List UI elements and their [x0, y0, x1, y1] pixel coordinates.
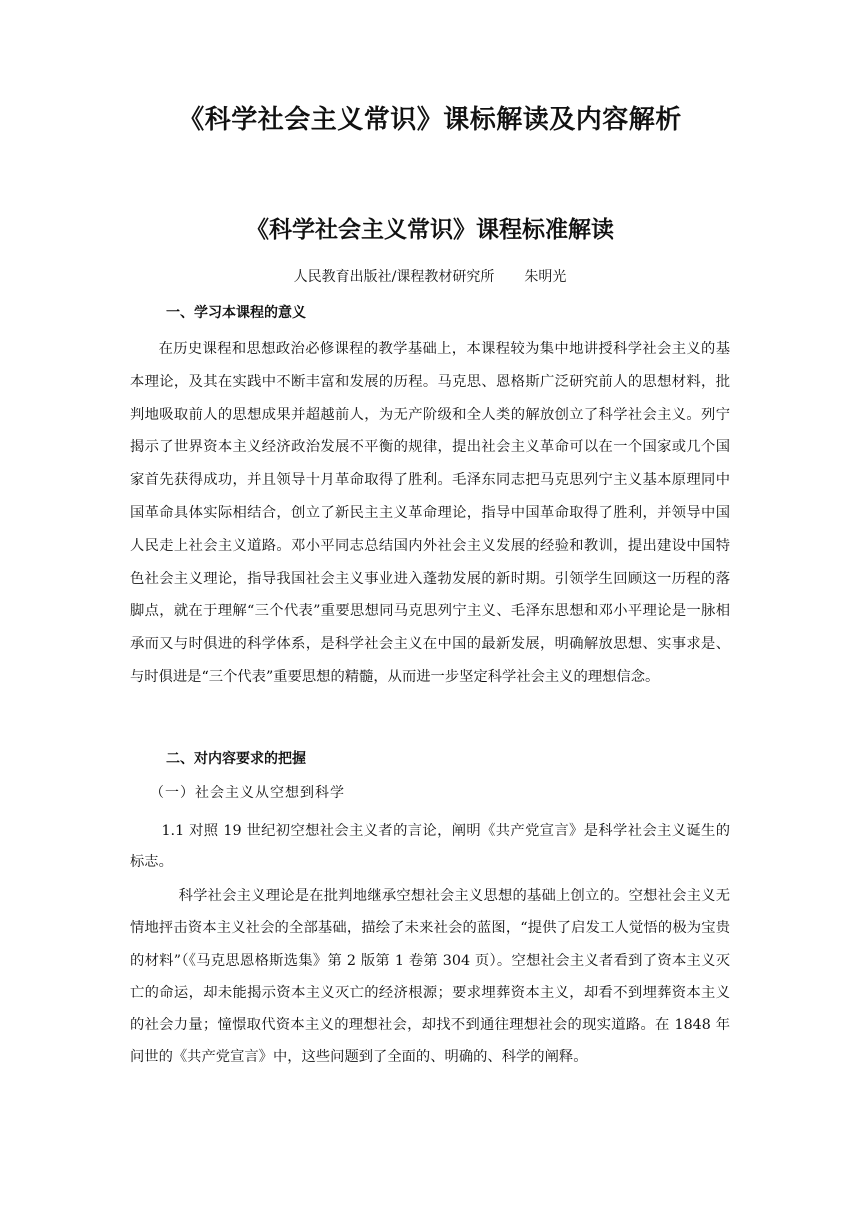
section-1-heading: 一、学习本课程的意义 — [166, 305, 306, 321]
document-main-title: 《科学社会主义常识》课标解读及内容解析 — [178, 105, 682, 135]
item-1-1-paragraph — [130, 880, 730, 1074]
byline — [0, 264, 860, 290]
section-1-paragraph-text: 在历史课程和思想政治必修课程的教学基础上，本课程较为集中地讲授科学社会主义的基本理论，及其在实践中不断丰富和发展的历程。马克思、恩格斯广泛研究前人的思想材料，批判地吸取前人的思想成果并超越前人，为无产阶级和全人类的解放创立了科学社会主义。列宁揭示了世界资本主义经济政治发展不平衡的规律，提出社会主义革命可以在一个国家或几个国家首先获得成功，并且领导十月革命取得了胜利。毛泽东同志把马克思列宁主义基本原理同中国革命具体实际相结合，创立了新民主主义革命理论，指导中国革命取得了胜利，并领导中国人民走上社会主义道路。邓小平同志总结国内外社会主义发展的经验和教训，提出建设中国特色社会主义理论，指导我国社会主义事业进入蓬勃发展的新时期。引领学生回顾这一历程的落脚点，就在于理解“三个代表”重要思想同马克思列宁主义、毛泽东思想和邓小平理论是一脉相承而又与时俱进的科学体系，是科学社会主义在中国的最新发展，明确解放思想、实事求是、与时俱进是“三个代表”重要思想的精髓，从而进一步坚定科学社会主义的理想信念。 — [130, 341, 730, 685]
byline-organization: 人民教育出版社/课程教材研究所 — [293, 269, 495, 285]
item-1-1-text: 1.1 对照 19 世纪初空想社会主义者的言论，阐明《共产党宣言》是科学社会主义诞生的标志。 — [130, 823, 730, 870]
item-1-1-paragraph-text: 科学社会主义理论是在批判地继承空想社会主义思想的基础上创立的。空想社会主义无情地抨击资本主义社会的全部基础，描绘了未来社会的蓝图，“提供了启发工人觉悟的极为宝贵的材料”（《马克思恩格斯选集》第 2 版第 1 卷第 304 页）。空想社会主义者看到了资本主义灭亡的命运，却未能揭示资本主义灭亡的经济根源；要求埋葬资本主义，却看不到埋葬资本主义的社会力量；憧憬取代资本主义的理想社会，却找不到通往理想社会的现实道路。在 1848 年问世的《共产党宣言》中，这些问题到了全面的、明确的、科学的阐释。 — [130, 888, 730, 1066]
document-sub-title: 《科学社会主义常识》课程标准解读 — [246, 217, 614, 243]
subsection-1-heading: （一）社会主义从空想到科学 — [150, 785, 345, 801]
section-2-heading: 二、对内容要求的把握 — [166, 751, 306, 767]
byline-author: 朱明光 — [524, 269, 567, 285]
item-1-1 — [130, 816, 730, 878]
section-1-paragraph — [130, 333, 730, 694]
